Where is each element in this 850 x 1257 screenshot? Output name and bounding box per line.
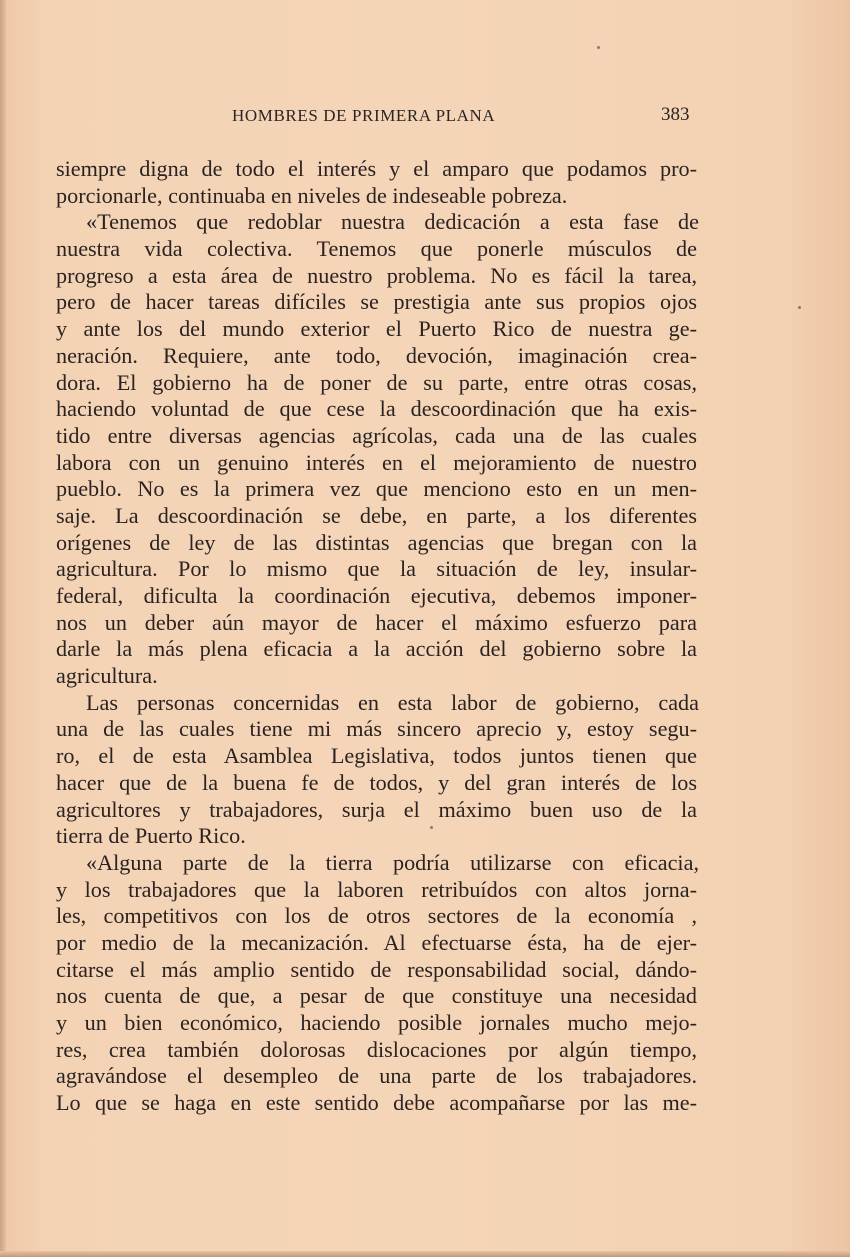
text-line: federal, dificulta la coordinación ejecutiva, debemos imponer-: [56, 583, 697, 608]
paper-speck: [430, 826, 433, 829]
page-number: 383: [661, 104, 690, 125]
paper-speck: [597, 46, 600, 49]
text-line: neración. Requiere, ante todo, devoción, imaginación crea-: [56, 342, 697, 368]
text-line: Las personas concernidas en esta labor de gobierno, cada: [86, 689, 699, 715]
text-line: nos un deber aún mayor de hacer el máximo esfuerzo para: [56, 609, 697, 635]
text-line: res, crea también dolorosas dislocaciones por algún tiempo,: [56, 1036, 697, 1062]
page-left-edge: [0, 0, 6, 1257]
paper-speck: [798, 306, 801, 309]
text-line: agravándose el desempleo de una parte de los trabajadores.: [56, 1063, 697, 1089]
text-line: ro, el de esta Asamblea Legislativa, todos juntos tienen que: [56, 743, 697, 769]
text-line: una de las cuales tiene mi más sincero aprecio y, estoy segu-: [56, 716, 697, 742]
text-line: citarse el más amplio sentido de responsabilidad social, dándo-: [56, 956, 697, 982]
text-line: haciendo voluntad de que cese la descoordinación que ha exis-: [56, 396, 697, 422]
text-line: hacer que de la buena fe de todos, y del gran interés de los: [56, 769, 697, 795]
text-line: tido entre diversas agencias agrícolas, cada una de las cuales: [56, 422, 697, 448]
text-line: pero de hacer tareas difíciles se prestigia ante sus propios ojos: [56, 289, 697, 315]
text-line: porcionarle, continuaba en niveles de indeseable pobreza.: [56, 182, 568, 208]
text-line: nuestra vida colectiva. Tenemos que ponerle músculos de: [56, 236, 697, 262]
text-line: «Alguna parte de la tierra podría utilizarse con eficacia,: [86, 849, 699, 875]
text-line: nos cuenta de que, a pesar de que constituye una necesidad: [56, 983, 697, 1009]
body-text: [56, 156, 697, 1117]
text-line: dora. El gobierno ha de poner de su parte, entre otras cosas,: [56, 369, 697, 395]
text-line: agricultura.: [56, 663, 158, 689]
text-line: labora con un genuino interés en el mejoramiento de nuestro: [56, 449, 697, 475]
text-line: Lo que se haga en este sentido debe acompañarse por las me-: [56, 1090, 697, 1116]
text-line: saje. La descoordinación se debe, en parte, a los diferentes: [56, 502, 697, 528]
text-line: tierra de Puerto Rico.: [56, 823, 246, 849]
text-line: les, competitivos con los de otros sectores de la economía ,: [56, 903, 697, 929]
text-line: pueblo. No es la primera vez que menciono esto en un men-: [56, 476, 697, 502]
text-line: y un bien económico, haciendo posible jornales mucho mejo-: [56, 1010, 697, 1035]
text-line: y los trabajadores que la laboren retribuídos con altos jorna-: [56, 876, 697, 902]
text-line: agricultura. Por lo mismo que la situación de ley, insular-: [56, 556, 697, 582]
text-line: orígenes de ley de las distintas agencias que bregan con la: [56, 529, 697, 555]
text-line: siempre digna de todo el interés y el amparo que podamos pro-: [56, 156, 697, 181]
text-line: darle la más plena eficacia a la acción del gobierno sobre la: [56, 636, 697, 662]
running-title: HOMBRES DE PRIMERA PLANA: [232, 106, 496, 125]
page-bottom-edge: [0, 1251, 850, 1257]
text-line: y ante los del mundo exterior el Puerto Rico de nuestra ge-: [56, 316, 697, 342]
text-line: agricultores y trabajadores, surja el máximo buen uso de la: [56, 796, 697, 822]
text-line: «Tenemos que redoblar nuestra dedicación a esta fase de: [86, 209, 699, 235]
text-line: por medio de la mecanización. Al efectuarse ésta, ha de ejer-: [56, 929, 697, 955]
text-line: progreso a esta área de nuestro problema. No es fácil la tarea,: [56, 262, 697, 288]
